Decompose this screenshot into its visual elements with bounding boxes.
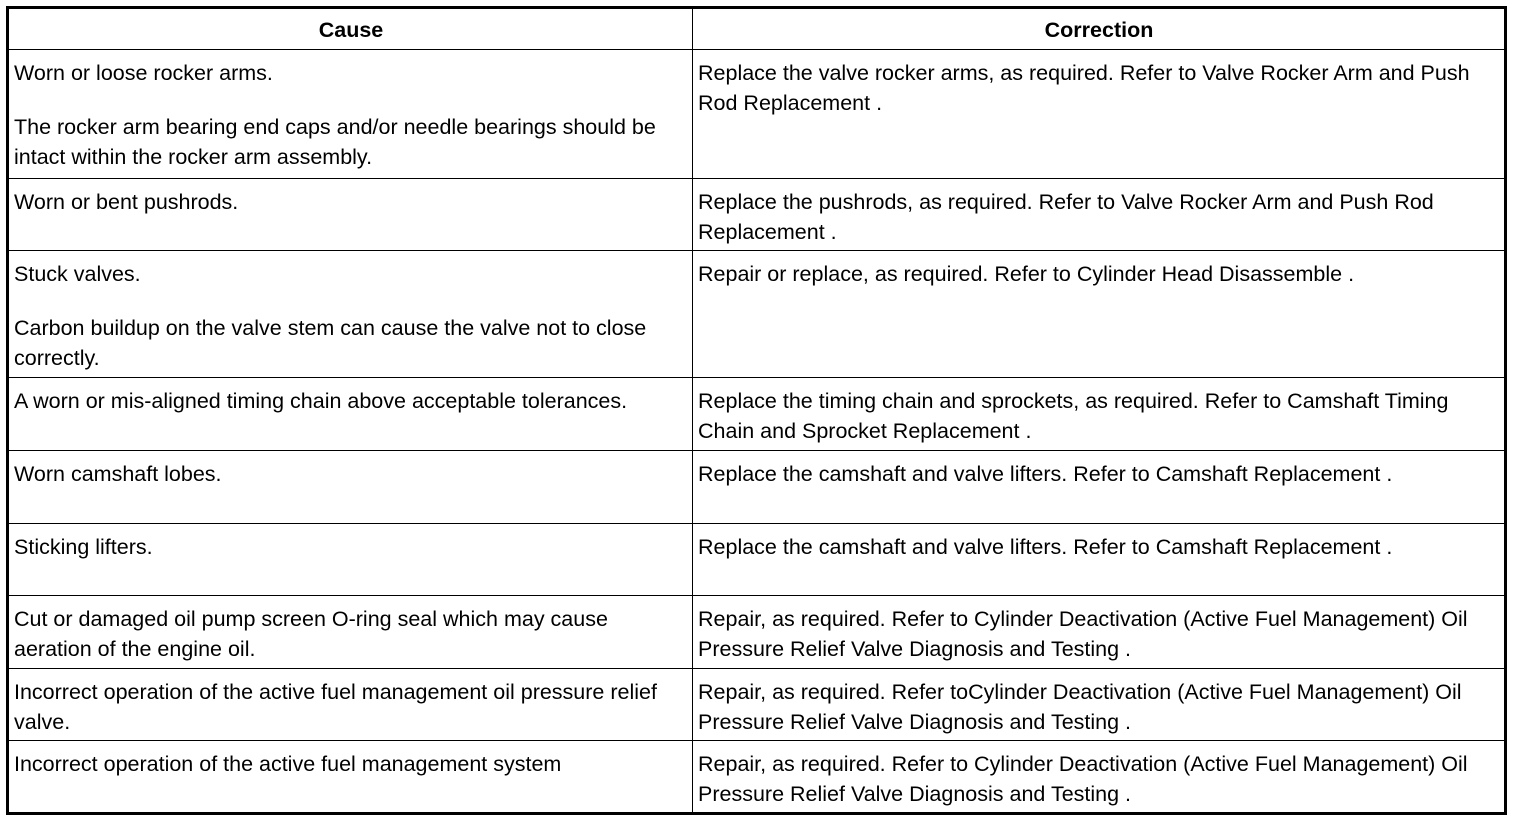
correction-cell bbox=[693, 741, 1506, 814]
cause-text: Worn camshaft lobes. bbox=[14, 462, 222, 486]
table-row bbox=[8, 669, 1506, 741]
cause-correction-table bbox=[6, 6, 1507, 815]
cause-header: Cause bbox=[8, 8, 693, 50]
table-row bbox=[8, 451, 1506, 524]
cause-text: The rocker arm bearing end caps and/or needle bearings should be intact within the rocker arm assembly. bbox=[14, 115, 656, 169]
correction-cell bbox=[693, 251, 1506, 378]
table-row bbox=[8, 596, 1506, 669]
header-row bbox=[8, 8, 1506, 50]
cause-cell bbox=[8, 50, 693, 179]
correction-text: Replace the camshaft and valve lifters. Refer to Camshaft Replacement . bbox=[698, 535, 1393, 559]
cause-cell bbox=[8, 596, 693, 669]
table-row bbox=[8, 378, 1506, 451]
cause-cell bbox=[8, 179, 693, 251]
cause-cell bbox=[8, 451, 693, 524]
correction-text: Repair, as required. Refer to Cylinder Deactivation (Active Fuel Management) Oil Pressure Relief Valve Diagnosis and Testing . bbox=[698, 752, 1468, 806]
table-body bbox=[8, 50, 1506, 814]
correction-cell bbox=[693, 50, 1506, 179]
table-row bbox=[8, 50, 1506, 179]
cause-text: Carbon buildup on the valve stem can cause the valve not to close correctly. bbox=[14, 316, 647, 370]
correction-cell bbox=[693, 451, 1506, 524]
correction-text: Repair or replace, as required. Refer to Cylinder Head Disassemble . bbox=[698, 262, 1355, 286]
cause-cell bbox=[8, 669, 693, 741]
cause-cell bbox=[8, 378, 693, 451]
correction-header: Correction bbox=[693, 8, 1506, 50]
cause-cell bbox=[8, 251, 693, 378]
correction-text: Replace the pushrods, as required. Refer to Valve Rocker Arm and Push Rod Replacement . bbox=[698, 190, 1434, 244]
correction-cell bbox=[693, 179, 1506, 251]
cause-text: Incorrect operation of the active fuel management system bbox=[14, 752, 562, 776]
cause-text: Stuck valves. bbox=[14, 262, 141, 286]
cause-text: Sticking lifters. bbox=[14, 535, 153, 559]
cause-cell bbox=[8, 524, 693, 596]
correction-cell bbox=[693, 669, 1506, 741]
cause-text: Worn or bent pushrods. bbox=[14, 190, 239, 214]
cause-text: Cut or damaged oil pump screen O-ring seal which may cause aeration of the engine oil. bbox=[14, 607, 608, 661]
table-row bbox=[8, 179, 1506, 251]
cause-text: A worn or mis-aligned timing chain above acceptable tolerances. bbox=[14, 389, 628, 413]
correction-cell bbox=[693, 524, 1506, 596]
correction-text: Replace the camshaft and valve lifters. Refer to Camshaft Replacement . bbox=[698, 462, 1393, 486]
correction-text: Repair, as required. Refer toCylinder Deactivation (Active Fuel Management) Oil Pressure Relief Valve Diagnosis and Testing . bbox=[698, 680, 1462, 734]
table-row bbox=[8, 741, 1506, 814]
cause-cell bbox=[8, 741, 693, 814]
correction-text: Replace the timing chain and sprockets, as required. Refer to Camshaft Timing Chain and Sprocket Replacement . bbox=[698, 389, 1449, 443]
correction-cell bbox=[693, 596, 1506, 669]
cause-text: Incorrect operation of the active fuel management oil pressure relief valve. bbox=[14, 680, 657, 734]
correction-text: Replace the valve rocker arms, as required. Refer to Valve Rocker Arm and Push Rod Replacement . bbox=[698, 61, 1470, 115]
table-row bbox=[8, 524, 1506, 596]
table-row bbox=[8, 251, 1506, 378]
correction-text: Repair, as required. Refer to Cylinder Deactivation (Active Fuel Management) Oil Pressure Relief Valve Diagnosis and Testing . bbox=[698, 607, 1468, 661]
correction-cell bbox=[693, 378, 1506, 451]
cause-text: Worn or loose rocker arms. bbox=[14, 61, 273, 85]
